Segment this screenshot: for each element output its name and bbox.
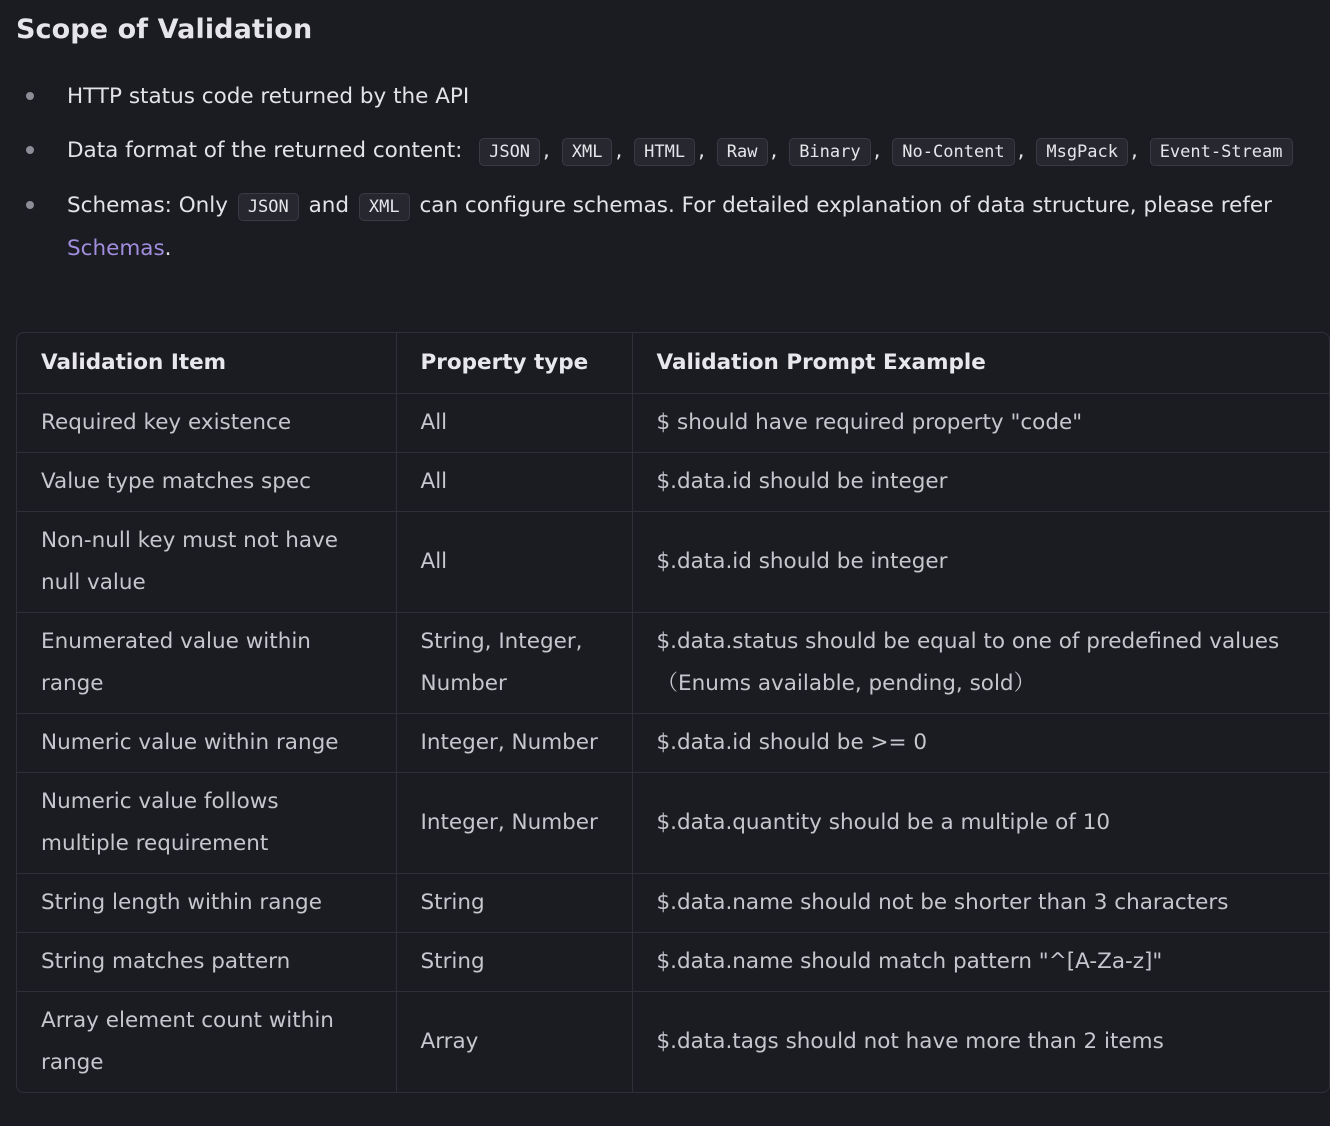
table-header-row — [17, 333, 1329, 394]
format-tag-json: JSON — [479, 138, 540, 166]
table-row — [17, 453, 1329, 512]
cell-prompt-example: $.data.status should be equal to one of predefined values （Enums available, pending, sold） — [632, 613, 1329, 714]
format-tag-html: HTML — [634, 138, 695, 166]
bullet-list — [16, 76, 1316, 282]
table-row — [17, 933, 1329, 992]
table-row — [17, 874, 1329, 933]
cell-prompt-example: $.data.name should not be shorter than 3 characters — [632, 874, 1329, 933]
cell-validation-item: Required key existence — [17, 394, 396, 453]
schemas-link[interactable]: Schemas — [67, 236, 165, 261]
schemas-prefix: Schemas: Only — [67, 193, 228, 218]
schemas-period: . — [164, 236, 172, 261]
cell-property-type: All — [396, 512, 632, 613]
table-row — [17, 512, 1329, 613]
schemas-and: and — [308, 193, 350, 218]
cell-property-type: String — [396, 874, 632, 933]
table-row — [17, 773, 1329, 874]
format-tag-msgpack: MsgPack — [1036, 138, 1128, 166]
cell-validation-item: Array element count within range — [17, 992, 396, 1093]
format-label: Data format of the returned content: — [67, 138, 463, 163]
cell-validation-item: Non-null key must not have null value — [17, 512, 396, 613]
cell-prompt-example: $.data.id should be integer — [632, 512, 1329, 613]
bullet-status-code — [16, 76, 1316, 118]
bullet-schemas — [16, 185, 1316, 270]
cell-validation-item: Numeric value follows multiple requirement — [17, 773, 396, 874]
header-validation-item: Validation Item — [17, 333, 396, 394]
header-property-type: Property type — [396, 333, 632, 394]
validation-table — [17, 333, 1329, 1092]
cell-prompt-example: $.data.id should be >= 0 — [632, 714, 1329, 773]
header-prompt-example: Validation Prompt Example — [632, 333, 1329, 394]
table-row — [17, 714, 1329, 773]
validation-table-container — [16, 332, 1330, 1093]
table-row — [17, 613, 1329, 714]
cell-property-type: String, Integer, Number — [396, 613, 632, 714]
schemas-tag-json: JSON — [238, 193, 299, 221]
schemas-text: can configure schemas. For detailed explanation of data structure, please refer — [419, 193, 1272, 218]
format-tag-no-content: No-Content — [892, 138, 1014, 166]
cell-property-type: All — [396, 394, 632, 453]
cell-prompt-example: $.data.id should be integer — [632, 453, 1329, 512]
cell-property-type: Integer, Number — [396, 773, 632, 874]
bullet-status-text: HTTP status code returned by the API — [67, 84, 470, 109]
bullet-data-format: Data format of the returned content: JSON , XML , HTML , Raw , Binary , No-Content , MsgPack , Event-Stream — [16, 130, 1316, 173]
schemas-tag-xml: XML — [359, 193, 410, 221]
cell-property-type: String — [396, 933, 632, 992]
cell-prompt-example: $ should have required property "code" — [632, 394, 1329, 453]
cell-property-type: Array — [396, 992, 632, 1093]
format-tag-raw: Raw — [717, 138, 768, 166]
cell-prompt-example: $.data.tags should not have more than 2 items — [656, 1029, 1164, 1054]
cell-validation-item: String length within range — [17, 874, 396, 933]
cell-property-type: Integer, Number — [396, 714, 632, 773]
format-tag-event-stream: Event-Stream — [1150, 138, 1293, 166]
format-tag-xml: XML — [562, 138, 613, 166]
cell-prompt-example: $.data.name should match pattern "^[A-Za-z]" — [632, 933, 1329, 992]
cell-validation-item: Numeric value within range — [17, 714, 396, 773]
cell-validation-item: Value type matches spec — [17, 453, 396, 512]
format-tag-binary: Binary — [789, 138, 870, 166]
cell-validation-item: String matches pattern — [17, 933, 396, 992]
table-row — [17, 992, 1329, 1093]
table-row — [17, 394, 1329, 453]
cell-validation-item: Enumerated value within range — [17, 613, 396, 714]
cell-prompt-example: $.data.quantity should be a multiple of 10 — [632, 773, 1329, 874]
cell-property-type: All — [396, 453, 632, 512]
section-title: Scope of Validation — [16, 14, 313, 45]
